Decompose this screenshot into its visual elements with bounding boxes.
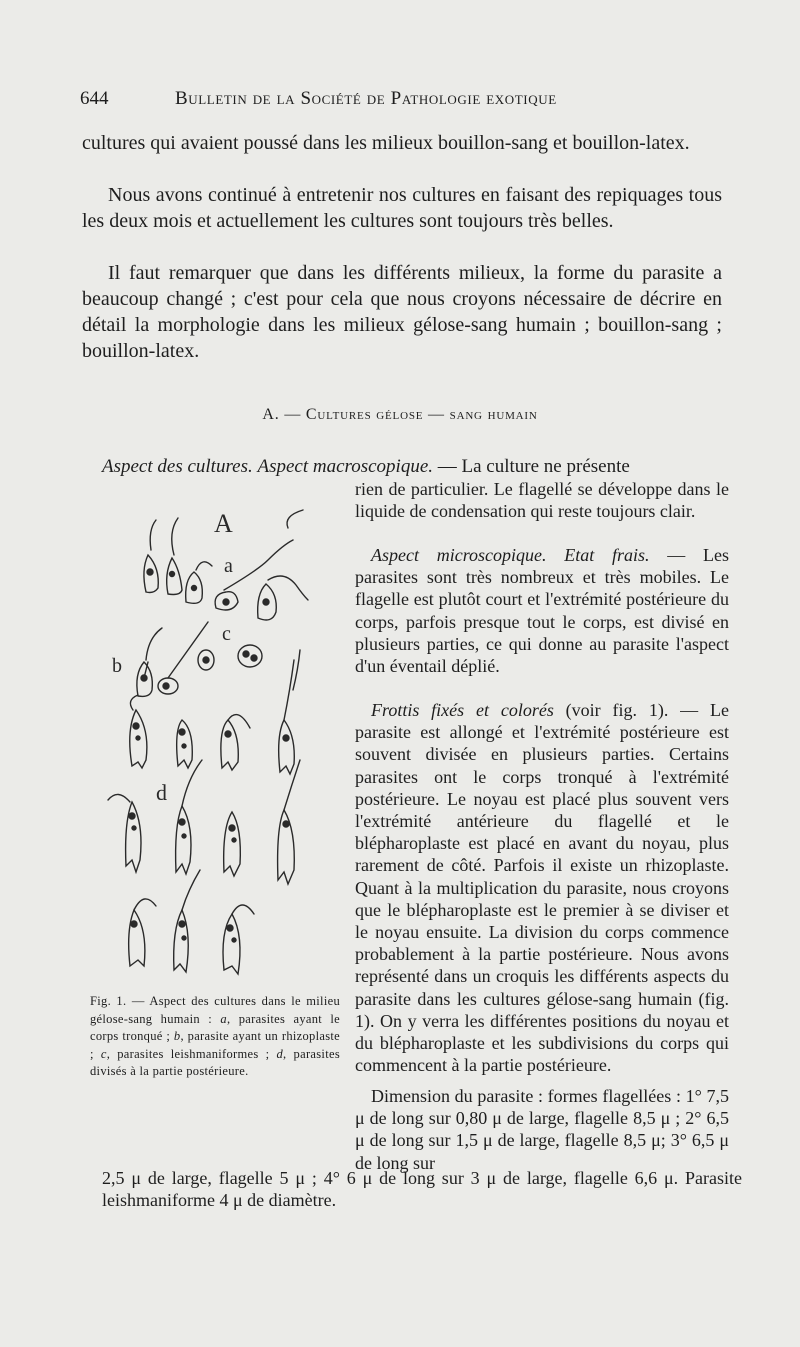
column-paragraph-1 <box>355 478 729 522</box>
caption-text-4: , parasites leishmaniformes ; <box>106 1046 277 1061</box>
bottom-paragraph <box>102 1167 742 1211</box>
figure-1 <box>108 510 333 980</box>
intro-paragraph-2-text: Nous avons continué à entretenir nos cultures en faisant des repiquages tous les deux mois et actuellement les cultures sont toujours très belles. <box>82 184 722 232</box>
parasite-d7 <box>224 812 241 876</box>
parasite-d2 <box>177 720 193 768</box>
column-paragraph-2-text: — Les parasites sont très nombreux et très mobiles. Le flagelle est plutôt court et l'extrémité postérieure du corps, parfois presque tout le corps, est divisé en plusieurs parties, ce qui donne au parasite l'aspect d'un éventail déplié. <box>355 545 729 677</box>
intro-paragraph-2 <box>82 182 722 234</box>
figure-label-c: c <box>222 623 231 645</box>
column-paragraph-2 <box>355 544 729 677</box>
caption-b: b <box>173 1029 181 1043</box>
intro-paragraph-3 <box>82 260 722 364</box>
parasite-d3 <box>221 715 250 770</box>
parasite-d6 <box>176 760 202 874</box>
column-paragraph-3-label: Frottis fixés et colorés <box>371 700 554 720</box>
column-paragraph-4-text: Dimension du parasite : formes flagellées : 1° 7,5 μ de long sur 0,80 μ de large, flagelle 8,5 μ ; 2° 6,5 μ de long sur 1,5 μ de large, flagelle 8,5 μ; 3° 6,5 μ de long sur <box>355 1086 729 1173</box>
aspect-heading <box>102 455 742 479</box>
figure-label-d: d <box>156 780 167 805</box>
column-paragraph-3-text: (voir fig. 1). — Le parasite est allongé et l'extrémité postérieure est souvent divisée en plusieurs parties. Certains parasites ont le corps tronqué à l'extrémité postérieure. Le noyau est placé plus souvent vers l'extrémité antérieure du flagellé et le blépharoplaste est placé en avant du noyau, plus rarement de côté. Parfois il existe un rhizoplaste. Quant à la multiplication du parasite, nous croyons que le blépharoplaste est le premier à se diviser et le noyau ensuite. La division du corps commence probablement à la partie postérieure. Nous avons représenté dans un croquis les différents aspects du parasite dans les cultures gélose-sang humain (fig. 1). On y verra les différentes positions du noyau et du blépharoplaste et les subdivisions du corps qui commencent à la partie postérieure. <box>355 700 729 1076</box>
parasite-a3 <box>186 562 212 604</box>
caption-text-1: — Aspect des cultures dans le milieu gélose-sang humain : <box>90 994 340 1026</box>
journal-title: Bulletin de la Société de Pathologie exotique <box>175 88 557 109</box>
caption-c: c <box>100 1046 107 1061</box>
intro-paragraph-3-text: Il faut remarquer que dans les différents milieux, la forme du parasite a beaucoup changé ; c'est pour cela que nous croyons nécessaire de décrire en détail la morphologie dans les milieux gélose-sang humain ; bouillon-sang ; bouillon-latex. <box>82 262 722 362</box>
aspect-label-1: Aspect des cultures. <box>102 456 253 477</box>
parasite-d4 <box>279 660 295 774</box>
caption-text-5: , parasites divisés à la partie postérieure. <box>90 1046 340 1078</box>
column-paragraph-4 <box>355 1085 729 1174</box>
parasite-d8 <box>278 760 300 884</box>
parasite-e1 <box>129 899 156 966</box>
parasite-e3 <box>223 905 254 974</box>
running-header <box>80 88 720 112</box>
parasite-e2 <box>174 870 200 972</box>
parasite-d5 <box>108 794 141 872</box>
caption-a: a <box>220 1011 227 1026</box>
column-paragraph-1-text: rien de particulier. Le flagellé se développe dans le liquide de condensation qui reste toujours clair. <box>355 479 729 522</box>
parasite-a1 <box>144 520 158 593</box>
parasite-c2 <box>198 650 214 670</box>
parasite-a2 <box>167 518 182 595</box>
caption-d: d <box>276 1046 284 1061</box>
caption-fig-label: Fig. 1. <box>90 994 127 1008</box>
intro-paragraph-1-text: cultures qui avaient poussé dans les milieux bouillon-sang et bouillon-latex. <box>82 132 690 154</box>
page-number: 644 <box>80 88 109 109</box>
figure-label-A: A <box>214 509 233 538</box>
section-title: A. — Cultures gélose — sang humain <box>262 406 538 423</box>
parasite-c1 <box>158 622 208 694</box>
parasite-a5 <box>258 510 308 620</box>
parasite-c3 <box>238 645 262 667</box>
figure-label-b: b <box>112 655 122 677</box>
aspect-text: — La culture ne présente <box>433 456 630 477</box>
figure-caption <box>90 993 340 1081</box>
figure-drawing <box>108 510 333 980</box>
parasite-d1 <box>130 695 147 768</box>
caption-text-2: , parasites ayant le corps tronqué ; <box>90 1011 341 1043</box>
aspect-label-2: Aspect macroscopique. <box>257 456 434 477</box>
column-paragraph-2-label: Aspect microscopique. Etat frais. <box>371 545 650 565</box>
intro-paragraph-1 <box>82 130 722 156</box>
column-paragraph-3 <box>355 699 729 1076</box>
caption-text-3: , parasite ayant un rhizoplaste ; <box>90 1029 340 1061</box>
figure-label-a: a <box>224 555 233 577</box>
bottom-paragraph-text: 2,5 μ de large, flagelle 5 μ ; 4° 6 μ de long sur 3 μ de large, flagelle 6,6 μ. Parasite leishmaniforme 4 μ de diamètre. <box>102 1168 742 1210</box>
parasite-c4 <box>293 650 300 690</box>
